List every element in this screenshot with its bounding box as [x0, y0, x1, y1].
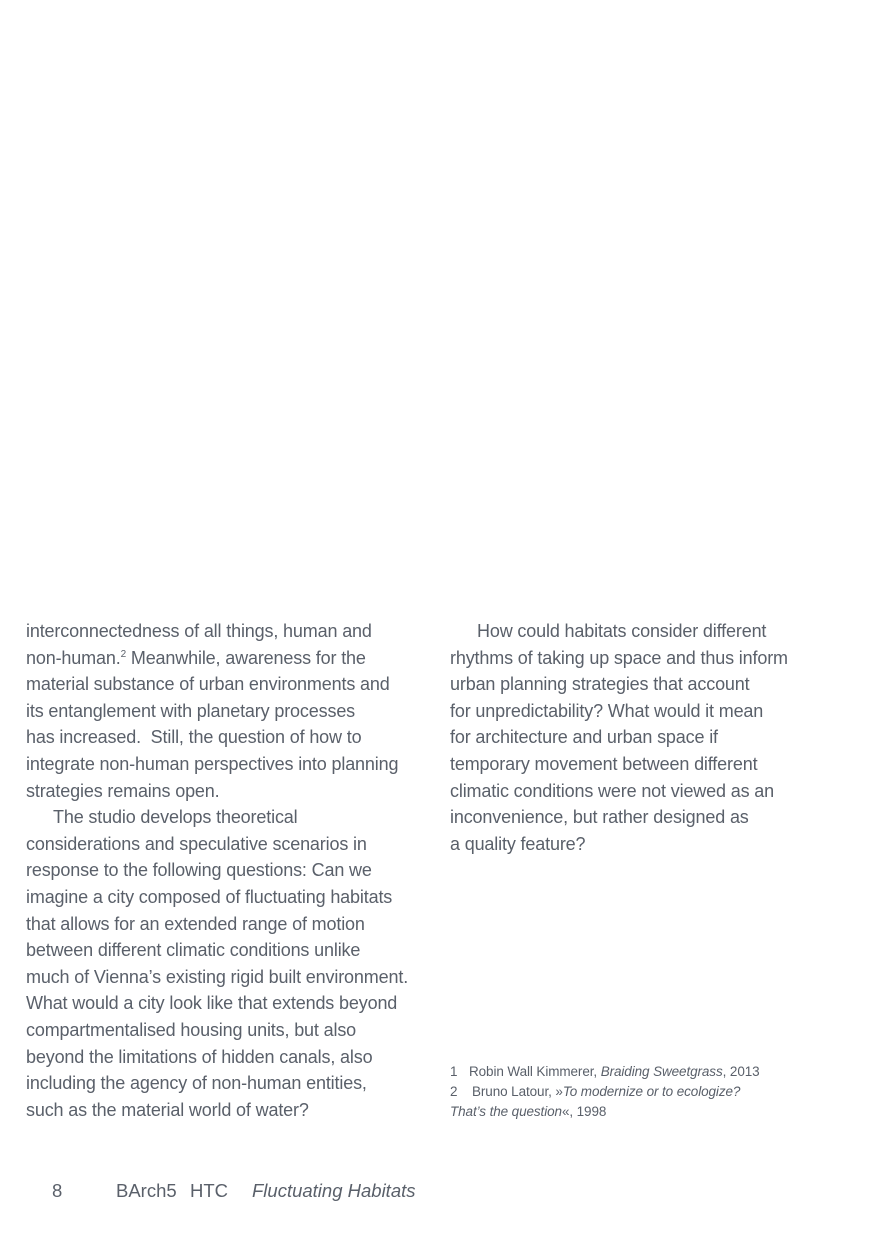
body-line: response to the following questions: Can we	[26, 860, 372, 881]
body-line: has increased. Still, the question of how to	[26, 727, 362, 748]
footnote-item	[450, 1082, 850, 1102]
body-line	[26, 645, 451, 672]
body-line: temporary movement between different	[450, 753, 758, 774]
footnotes	[450, 1062, 850, 1122]
body-line: What would a city look like that extends beyond	[26, 993, 398, 1014]
body-line: rhythms of taking up space and thus inform	[450, 647, 788, 668]
footnote-title: That’s the question	[450, 1104, 562, 1119]
body-line: imagine a city composed of fluctuating habitats	[26, 886, 393, 907]
department-label: HTC	[190, 1180, 229, 1201]
footnote-title: Braiding Sweetgrass	[600, 1064, 723, 1079]
footnote-item-continued	[450, 1102, 850, 1122]
body-text: non-human.	[26, 647, 121, 668]
body-line: The studio develops theoretical	[53, 807, 298, 828]
right-text-column	[450, 618, 860, 857]
footnote-reference[interactable]: 2	[120, 648, 126, 660]
body-line: a quality feature?	[450, 833, 586, 854]
body-line: climatic conditions were not viewed as an	[450, 780, 775, 801]
body-line: including the agency of non-human entities,	[26, 1073, 367, 1094]
footnote-year: , 2013	[722, 1064, 760, 1079]
page-footer	[0, 1178, 874, 1204]
body-line: interconnectedness of all things, human and	[26, 621, 372, 641]
footnote-year: «, 1998	[561, 1104, 607, 1119]
footnote-number: 1	[450, 1064, 458, 1079]
body-line: for unpredictability? What would it mean	[450, 700, 764, 721]
body-line: such as the material world of water?	[26, 1099, 309, 1120]
body-line: considerations and speculative scenarios in	[26, 833, 367, 854]
body-line: material substance of urban environments and	[26, 674, 390, 695]
footnote-author: Bruno Latour, »	[472, 1084, 563, 1099]
body-text: Meanwhile, awareness for the	[126, 647, 366, 668]
footnote-title: To modernize or to ecologize?	[562, 1084, 741, 1099]
body-line: integrate non-human perspectives into planning	[26, 753, 399, 774]
left-text-column	[26, 618, 451, 1123]
footnote-item	[450, 1062, 850, 1082]
body-line: that allows for an extended range of motion	[26, 913, 365, 934]
body-line: much of Vienna’s existing rigid built environment.	[26, 966, 409, 987]
body-line: strategies remains open.	[26, 780, 220, 801]
body-line: between different climatic conditions unlike	[26, 940, 361, 961]
body-line: How could habitats consider different	[477, 621, 767, 641]
body-line: its entanglement with planetary processes	[26, 700, 356, 721]
body-line: beyond the limitations of hidden canals, also	[26, 1046, 373, 1067]
course-code: BArch5	[116, 1180, 177, 1201]
body-line: compartmentalised housing units, but also	[26, 1019, 357, 1040]
footnote-author: Robin Wall Kimmerer,	[469, 1064, 601, 1079]
body-line: for architecture and urban space if	[450, 727, 718, 748]
footnote-number: 2	[450, 1084, 458, 1099]
page-number: 8	[52, 1180, 63, 1201]
publication-title: Fluctuating Habitats	[252, 1180, 416, 1201]
body-line: urban planning strategies that account	[450, 674, 750, 695]
body-line: inconvenience, but rather designed as	[450, 807, 749, 828]
